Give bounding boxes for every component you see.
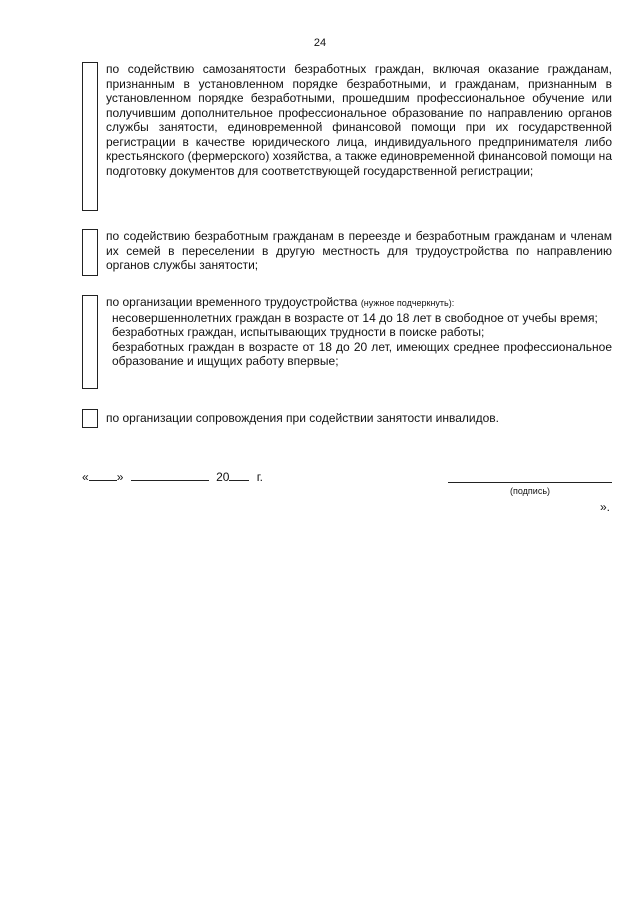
signature-line[interactable] bbox=[448, 482, 612, 483]
date-close-quote: » bbox=[116, 470, 124, 484]
page-number: 24 bbox=[313, 37, 327, 49]
subitem-difficulties[interactable]: безработных граждан, испытывающих трудности в поиске работы; bbox=[112, 325, 485, 339]
checkbox-temporary-employment[interactable] bbox=[82, 295, 98, 389]
date-open-quote: « bbox=[82, 470, 89, 484]
year-suffix: г. bbox=[256, 470, 264, 484]
temporary-employment-lead: по организации временного трудоустройства bbox=[106, 295, 358, 309]
checkbox-disability-support[interactable] bbox=[82, 409, 98, 428]
month-blank[interactable] bbox=[131, 471, 209, 481]
year-blank[interactable] bbox=[229, 471, 249, 481]
day-blank[interactable] bbox=[89, 471, 117, 481]
checkbox-self-employment[interactable] bbox=[82, 62, 98, 211]
option-relocation-text: по содействию безработным гражданам в переезде и безработным гражданам и членам их семей в переселении в другую местность для трудоустройства по направлению органов службы занятости; bbox=[106, 229, 612, 272]
year-prefix: 20 bbox=[216, 470, 230, 484]
option-self-employment bbox=[82, 62, 612, 178]
subitem-young-graduates[interactable]: безработных граждан в возрасте от 18 до 20 лет, имеющих среднее профессиональное образование и ищущих работу впервые; bbox=[112, 339, 612, 368]
option-temporary-employment-text bbox=[106, 295, 612, 369]
checkbox-relocation[interactable] bbox=[82, 229, 98, 276]
option-disability-support-text: по организации сопровождения при содействии занятости инвалидов. bbox=[106, 411, 500, 425]
underline-note: (нужное подчеркнуть): bbox=[360, 298, 455, 308]
option-self-employment-text: по содействию самозанятости безработных граждан, включая оказание гражданам, признанным в установленном порядке безработными, и гражданам, признанным в установленном порядке безработными, прошедшим профессиональное обучение или получившим дополнительное профессиональное образование по направлению органов службы занятости, единовременной финансовой помощи при их государственной регистрации в качестве юридического лица, индивидуального предпринимателя либо крестьянского (фермерского) хозяйства, а также единовременной финансовой помощи на подготовку документов для соответствующей государственной регистрации; bbox=[106, 62, 612, 178]
option-disability-support bbox=[82, 409, 612, 426]
signature-label: (подпись) bbox=[509, 486, 551, 496]
option-temporary-employment bbox=[82, 295, 612, 369]
closing-quote: ». bbox=[600, 500, 611, 514]
subitem-minors[interactable]: несовершеннолетних граждан в возрасте от 14 до 18 лет в свободное от учебы время; bbox=[112, 310, 598, 325]
date-field bbox=[82, 470, 263, 484]
option-relocation bbox=[82, 229, 612, 273]
